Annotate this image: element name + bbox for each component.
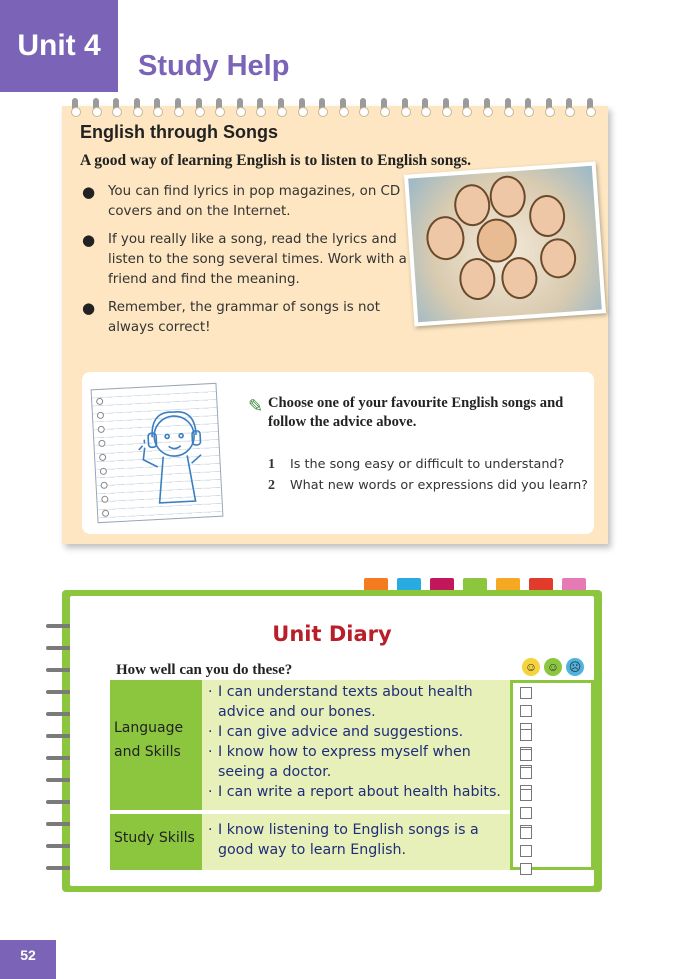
diary-question: How well can you do these? — [116, 662, 293, 678]
binding-ring — [525, 98, 531, 111]
can-do-statement: · I know listening to English songs is a good way to learn English. — [208, 822, 479, 858]
question-item — [268, 475, 588, 496]
category-label: Language and Skills — [114, 720, 184, 760]
question-text: What new words or expressions did you learn? — [290, 478, 588, 493]
songs-title: English through Songs — [80, 122, 278, 142]
binding-ring — [216, 98, 222, 111]
bullet-icon: ● — [82, 231, 96, 249]
page-number: 52 — [0, 940, 56, 979]
binding-ring — [546, 98, 552, 111]
binding-ring — [299, 98, 305, 111]
bullet-icon: ● — [82, 183, 96, 201]
checkbox[interactable] — [520, 767, 532, 779]
binding-ring — [422, 98, 428, 111]
tip-text: You can find lyrics in pop magazines, on CD covers and on the Internet. — [108, 184, 401, 219]
diary-table — [110, 680, 594, 870]
task-box — [82, 372, 594, 534]
can-do-statement: · I know how to express myself when seeing a doctor. — [208, 744, 471, 780]
question-number: 2 — [268, 478, 275, 493]
binding-ring — [196, 98, 202, 111]
checkbox[interactable] — [520, 749, 532, 761]
checkbox[interactable] — [520, 705, 532, 717]
tip-item — [80, 298, 415, 338]
checkbox[interactable] — [520, 863, 532, 875]
binding-ring — [237, 98, 243, 111]
happy-face-icon: ☺ — [522, 658, 540, 676]
binding-ring — [340, 98, 346, 111]
binding-ring — [402, 98, 408, 111]
unit-label: Unit 4 — [0, 0, 118, 92]
tips-list — [80, 182, 415, 346]
binding-ring — [505, 98, 511, 111]
checkbox[interactable] — [520, 827, 532, 839]
songs-intro: A good way of learning English is to listen to English songs. — [80, 152, 472, 169]
boy-with-headphones-drawing — [133, 404, 214, 514]
tip-item — [80, 230, 415, 290]
binding-ring — [154, 98, 160, 111]
unit-diary — [62, 590, 602, 892]
checkbox[interactable] — [520, 845, 532, 857]
binding-ring — [113, 98, 119, 111]
can-do-statement: · I can give advice and suggestions. — [208, 724, 464, 740]
checkbox[interactable] — [520, 729, 532, 741]
friends-photo — [404, 161, 606, 326]
tip-text: If you really like a song, read the lyrics and listen to the song several times. Work with a friend and find the meaning. — [108, 232, 407, 287]
can-do-statement: · I can understand texts about health advice and our bones. — [208, 684, 473, 720]
binding-ring — [484, 98, 490, 111]
tip-item — [80, 182, 415, 222]
question-item — [268, 454, 588, 475]
can-do-statement: · I can write a report about health habits. — [208, 784, 501, 800]
binding-ring — [72, 98, 78, 111]
notebook-sheet — [91, 383, 224, 523]
diary-title: Unit Diary — [272, 622, 392, 646]
category-label: Study Skills — [114, 830, 195, 846]
bullet-icon: ● — [82, 299, 96, 317]
songs-notepad — [62, 106, 608, 544]
section-title: Study Help — [138, 50, 290, 82]
pencil-icon: ✎ — [248, 396, 264, 416]
binding-ring — [319, 98, 325, 111]
binding-ring — [257, 98, 263, 111]
rating-checkboxes[interactable] — [520, 826, 541, 880]
binding-ring — [93, 98, 99, 111]
binding-ring — [566, 98, 572, 111]
binding-ring — [360, 98, 366, 111]
question-list — [268, 454, 588, 496]
checkbox[interactable] — [520, 789, 532, 801]
neutral-face-icon: ☺ — [544, 658, 562, 676]
binding-ring — [463, 98, 469, 111]
binding-ring — [587, 98, 593, 111]
question-number: 1 — [268, 457, 275, 472]
tip-text: Remember, the grammar of songs is not always correct! — [108, 300, 380, 335]
binding-ring — [134, 98, 140, 111]
binding-ring — [278, 98, 284, 111]
binding-ring — [175, 98, 181, 111]
binding-ring — [381, 98, 387, 111]
checkbox[interactable] — [520, 807, 532, 819]
question-text: Is the song easy or difficult to understand? — [290, 457, 565, 472]
checkbox[interactable] — [520, 687, 532, 699]
notepad-binding — [62, 98, 608, 114]
binding-ring — [443, 98, 449, 111]
task-instruction: Choose one of your favourite English songs and follow the advice above. — [268, 395, 564, 430]
sad-face-icon: ☹ — [566, 658, 584, 676]
